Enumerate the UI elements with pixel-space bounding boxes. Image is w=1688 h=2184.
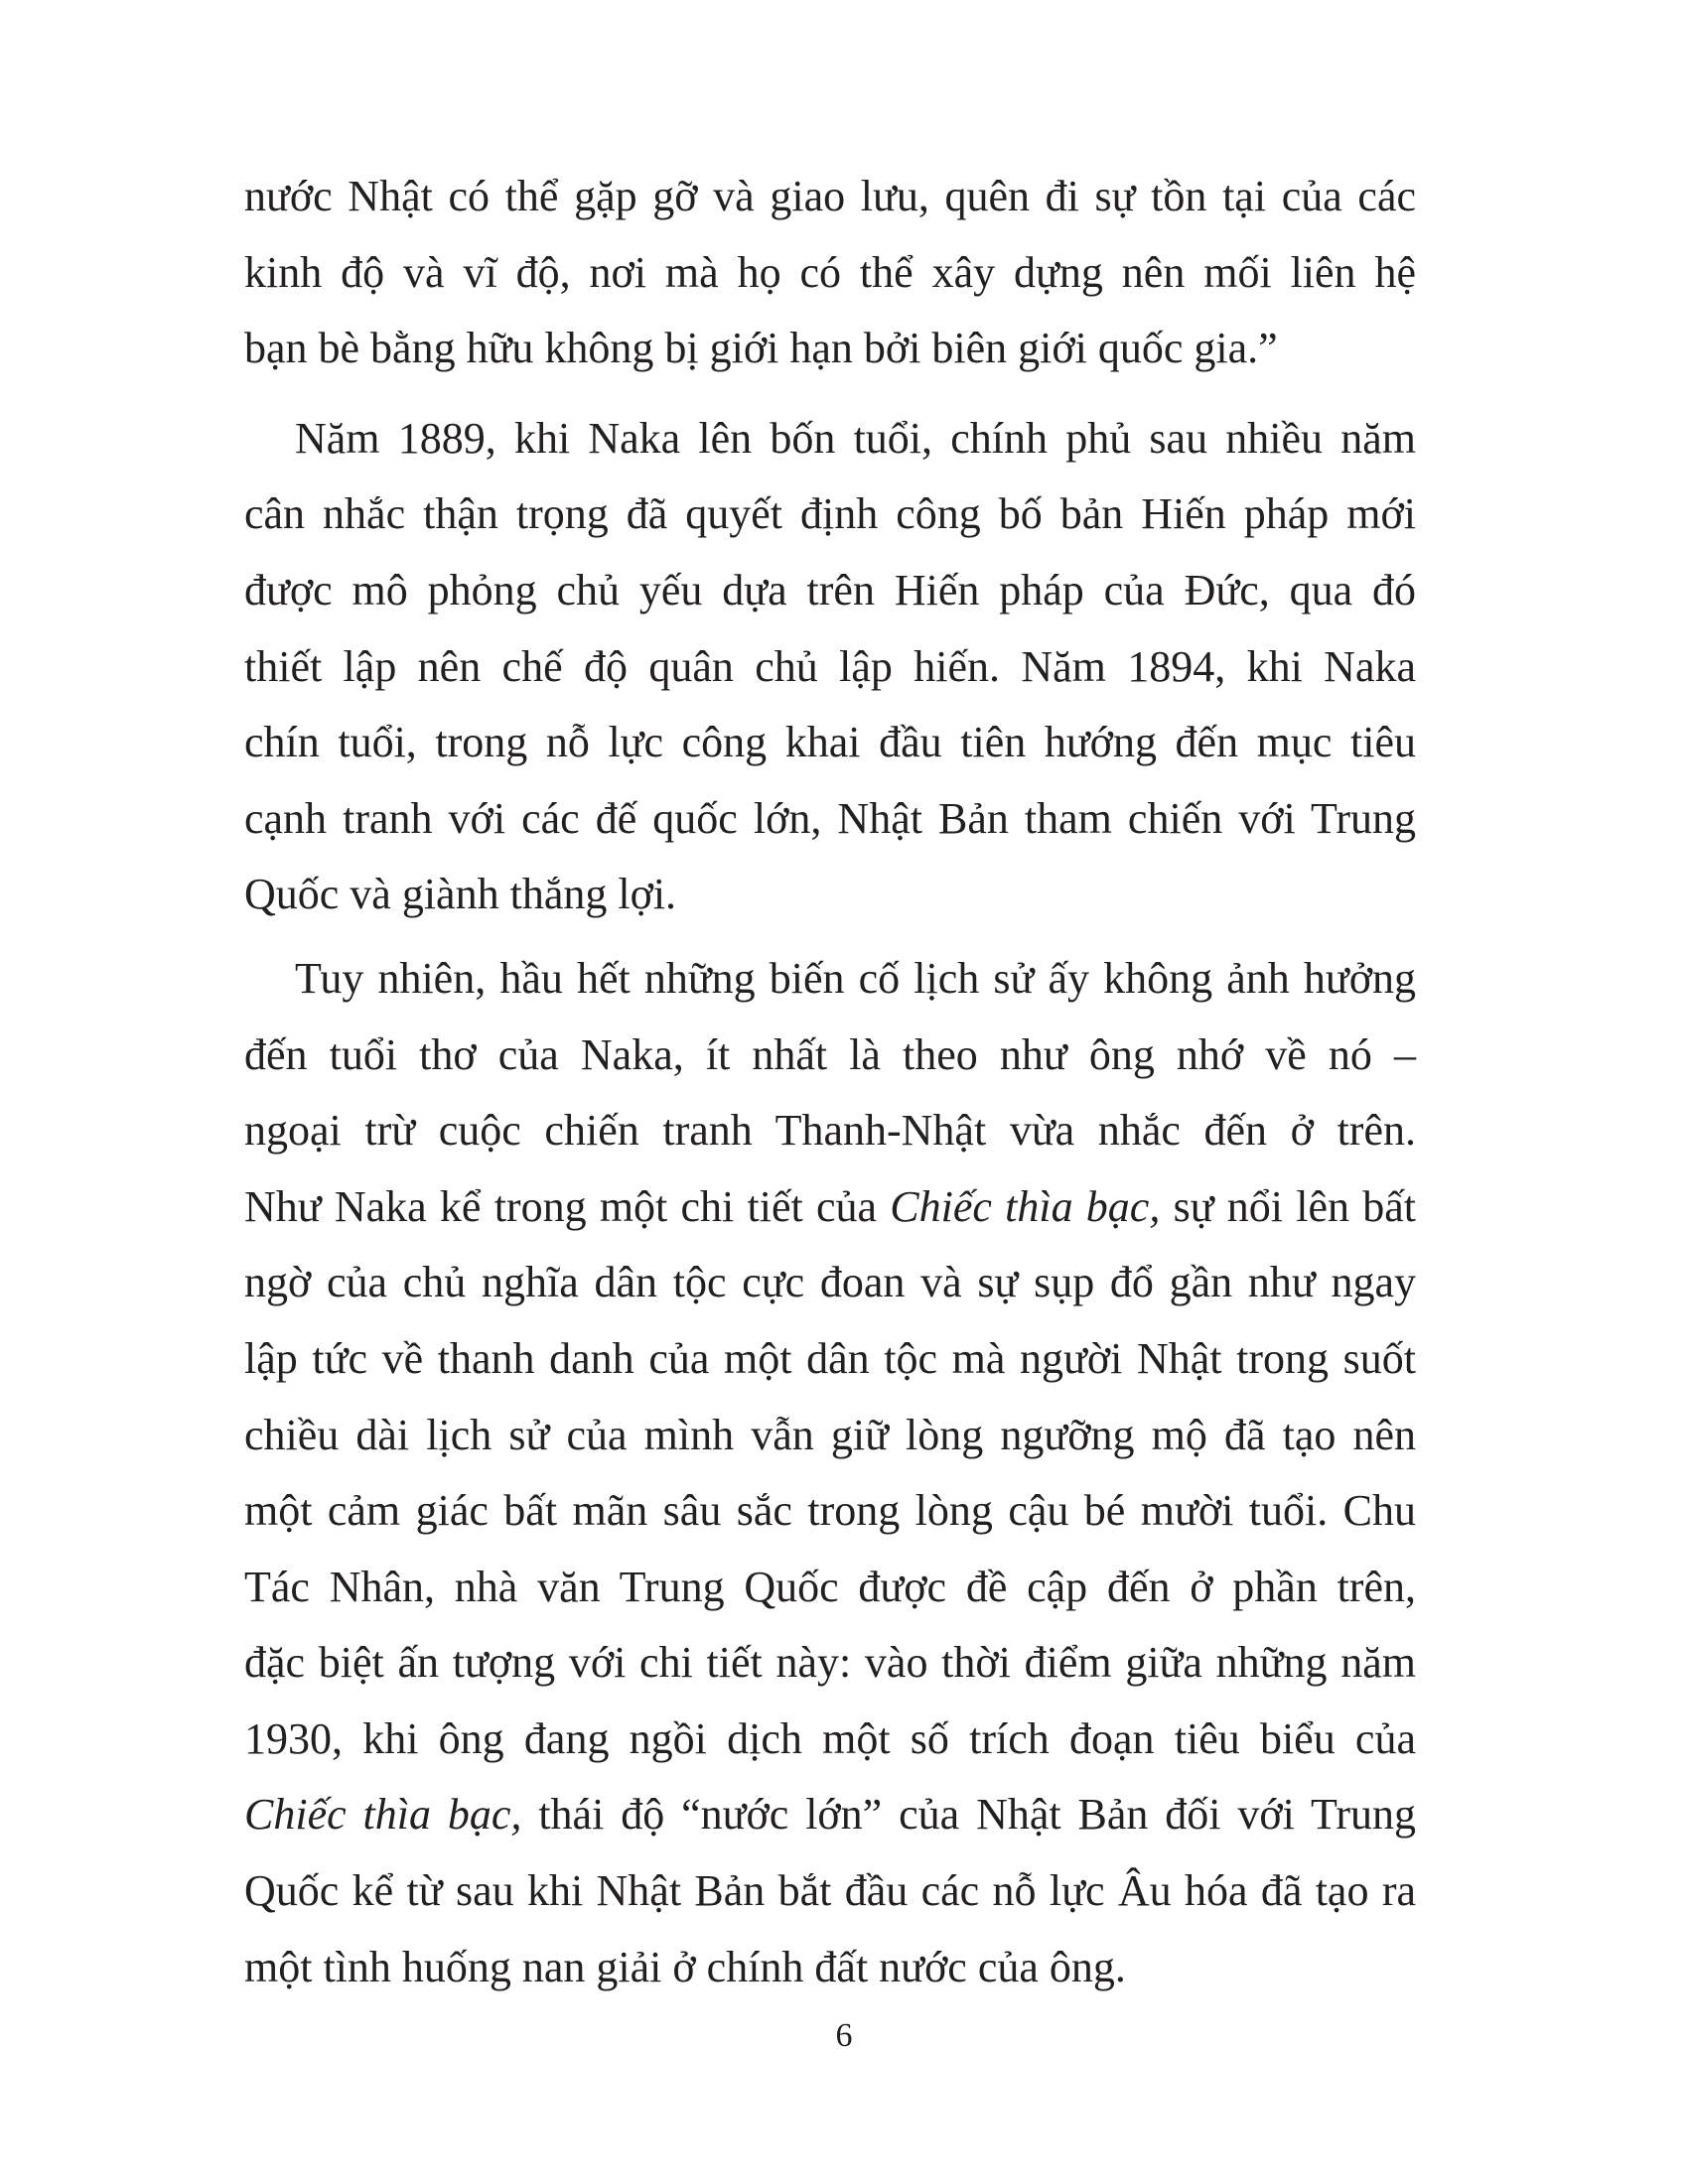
page-number: 6 (835, 2017, 853, 2054)
text-line: nước Nhật có thể gặp gỡ và giao lưu, quên đi sự tồn tại của các (244, 172, 1416, 220)
text-line: cân nhắc thận trọng đã quyết định công bố bản Hiến pháp mới (244, 489, 1416, 539)
paragraph-3 (244, 941, 1416, 2005)
text-line: chín tuổi, trong nỗ lực công khai đầu tiên hướng đến mục tiêu (244, 718, 1416, 767)
text-line: được mô phỏng chủ yếu dựa trên Hiến pháp của Đức, qua đó (244, 565, 1416, 614)
text-run: thái độ “nước lớn” của Nhật Bản đối với Trung (521, 1790, 1417, 1840)
text-line-with-book-title (244, 1169, 1416, 1246)
text-line: thiết lập nên chế độ quân chủ lập hiến. Năm 1894, khi Naka (244, 641, 1416, 691)
paragraph-2 (244, 401, 1416, 933)
text-line: ngoại trừ cuộc chiến tranh Thanh-Nhật vừa nhắc đến ở trên. (244, 1106, 1416, 1156)
text-line: một cảm giác bất mãn sâu sắc trong lòng cậu bé mười tuổi. Chu (244, 1486, 1416, 1536)
book-title: Chiếc thìa bạc, (890, 1181, 1161, 1231)
text-line-with-book-title (244, 1777, 1416, 1853)
text-line: đặc biệt ấn tượng với chi tiết này: vào thời điểm giữa những năm (244, 1638, 1416, 1688)
text-line: kinh độ và vĩ độ, nơi mà họ có thể xây dựng nên mối liên hệ (244, 247, 1416, 297)
text-line: cạnh tranh với các đế quốc lớn, Nhật Bản tham chiến với Trung (244, 793, 1416, 843)
text-line: Quốc và giành thắng lợi. (244, 870, 677, 919)
text-line: Tác Nhân, nhà văn Trung Quốc được đề cập đến ở phần trên, (244, 1562, 1416, 1611)
book-title: Chiếc thìa bạc, (244, 1790, 522, 1840)
text-line: một tình huống nan giải ở chính đất nước của ông. (244, 1942, 1126, 1991)
text-run: Như Naka kể trong một chi tiết của (244, 1181, 891, 1231)
text-line: 1930, khi ông đang ngồi dịch một số trích đoạn tiêu biểu của (244, 1713, 1416, 1763)
text-line: Quốc kể từ sau khi Nhật Bản bắt đầu các nỗ lực Âu hóa đã tạo ra (244, 1866, 1416, 1916)
text-line: lập tức về thanh danh của một dân tộc mà người Nhật trong suốt (244, 1333, 1416, 1383)
text-line: ngờ của chủ nghĩa dân tộc cực đoan và sự sụp đổ gần như ngay (244, 1258, 1416, 1307)
text-line: chiều dài lịch sử của mình vẫn giữ lòng ngưỡng mộ đã tạo nên (244, 1410, 1416, 1459)
text-line: đến tuổi thơ của Naka, ít nhất là theo như ông nhớ về nó – (244, 1029, 1416, 1079)
text-line: Năm 1889, khi Naka lên bốn tuổi, chính phủ sau nhiều năm (295, 413, 1416, 463)
text-line: bạn bè bằng hữu không bị giới hạn bởi biên giới quốc gia.” (244, 324, 1278, 373)
text-line: Tuy nhiên, hầu hết những biến cố lịch sử ấy không ảnh hưởng (295, 953, 1416, 1003)
text-run: sự nổi lên bất (1160, 1181, 1417, 1231)
paragraph-1 (244, 159, 1416, 387)
page-body (244, 159, 1416, 2005)
